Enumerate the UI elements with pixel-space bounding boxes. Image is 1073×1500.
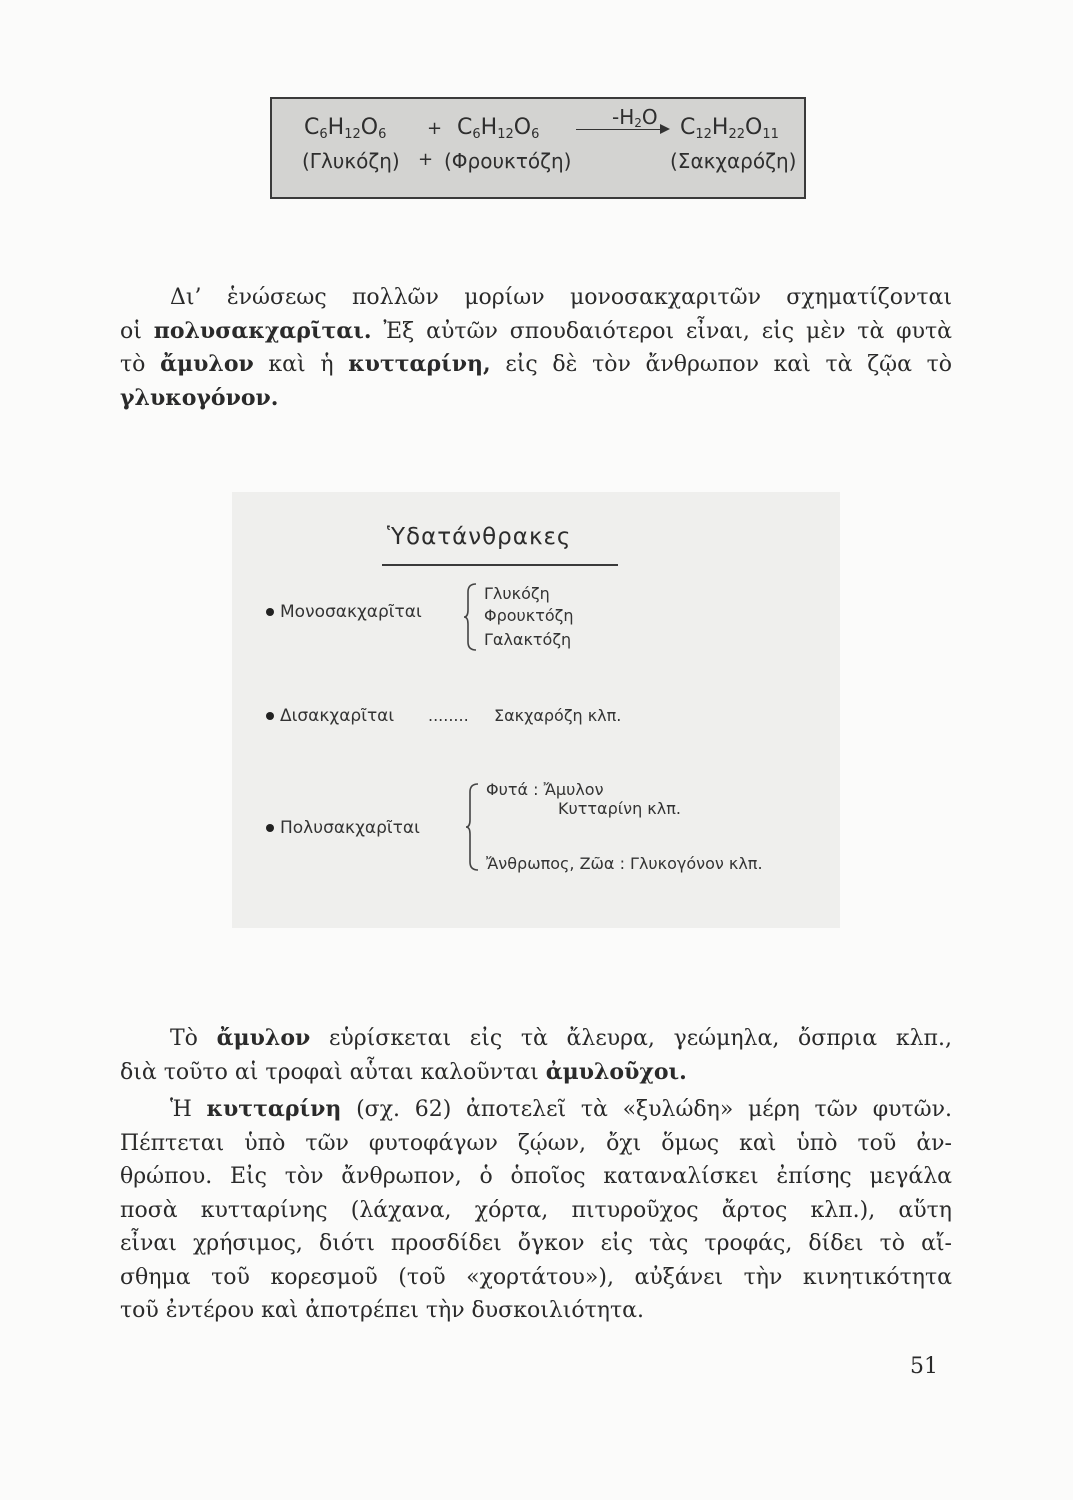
polysaccharides-label: Πολυσακχαρῖται [266,818,420,838]
fructose-name: (Φρουκτόζη) [444,149,572,173]
sucrose-formation-equation-box [270,97,806,199]
bullet-icon [266,712,274,720]
p3-line-6: σθημα τοῦ κορεσμοῦ (τοῦ «χορτάτου»), αὐξάνει τὴν κινητικότητα [120,1264,952,1290]
page-number: 51 [910,1354,938,1379]
p3-line-2: Πέπτεται ὑπὸ τῶν φυτοφάγων ζῴων, ὄχι ὅμως καὶ ὑπὸ τοῦ ἀν- [120,1130,952,1156]
p3-line-7: τοῦ ἐντέρου καὶ ἀποτρέπει τὴν δυσκοιλιότητα. [120,1298,645,1323]
disaccharides-label: Δισακχαρῖται [266,706,394,726]
paragraph-cellulose [120,1093,952,1328]
p2-line-1: Τὸ ἄμυλον εὑρίσκεται εἰς τὰ ἄλευρα, γεώμηλα, ὄσπρια κλπ., [170,1025,952,1051]
title-underline [382,564,618,566]
cellulose-item: Κυτταρίνη κλπ. [558,799,681,818]
p2-line-2: διὰ τοῦτο αἱ τροφαὶ αὗται καλοῦνται ἀμυλοῦχοι. [120,1058,687,1085]
paragraph-starch [120,1022,952,1089]
glucose-name: (Γλυκόζη) [302,149,400,173]
galactose-item: Γαλακτόζη [484,630,572,649]
p3-line-1: Ἡ κυτταρίνη (σχ. 62) ἀποτελεῖ τὰ «ξυλώδη» μέρη τῶν φυτῶν. [170,1096,952,1122]
plus-sign: + [427,118,443,139]
sucrose-formula: $C_{12}H_{22}O_{11}$ [680,115,779,142]
bullet-icon [266,608,274,616]
arrow-line [576,129,662,130]
mono-brace-icon [464,582,478,652]
plants-item: Φυτά : Ἄμυλον [486,780,604,799]
p3-line-3: θρώπου. Εἰς τὸν ἄνθρωπον, ὁ ὁποῖος καταναλίσκει ἐπίσης μεγάλα [120,1164,952,1189]
fructose-formula: $C_6H_{12}O_6$ [457,115,540,142]
water-loss-label: $-H_2O$ [612,105,658,130]
p1-line-1: Δι’ ἑνώσεως πολλῶν μορίων μονοσακχαριτῶν σχηματίζονται [170,285,952,310]
monosaccharides-label: Μονοσακχαρῖται [266,602,422,622]
arrow-head-icon [660,124,670,134]
animals-item: Ἄνθρωπος, Ζῶα : Γλυκογόνον κλπ. [486,854,763,873]
plus-sign-names: + [418,149,434,170]
p3-line-5: εἶναι χρήσιμος, διότι προσδίδει ὄγκον εἰς τὰς τροφάς, δίδει τὸ αἴ- [120,1231,952,1256]
sucrose-name: (Σακχαρόζη) [670,149,797,173]
disaccharides-dots: ........ [428,706,469,725]
sucrose-item: Σακχαρόζη κλπ. [494,706,622,725]
fructose-item: Φρουκτόζη [484,606,574,625]
glucose-item: Γλυκόζη [484,584,550,603]
p1-line-3: τὸ ἄμυλον καὶ ἡ κυτταρίνη, εἰς δὲ τὸν ἄνθρωπον καὶ τὰ ζῷα τὸ [120,351,952,377]
poly-brace-icon [466,782,480,872]
paragraph-polysaccharides [120,281,952,415]
glucose-formula: $C_6H_{12}O_6$ [304,115,387,142]
p1-line-2: οἱ πολυσακχαρῖται. Ἐξ αὐτῶν σπουδαιότεροι εἶναι, εἰς μὲν τὰ φυτὰ [120,317,952,344]
p3-line-4: ποσὰ κυτταρίνης (λάχανα, χόρτα, πιτυροῦχος ἄρτος κλπ.), αὕτη [120,1197,952,1223]
p1-line-4: γλυκογόνον. [120,384,279,411]
diagram-title: Ὑδατάνθρακες [387,524,572,550]
carbohydrates-classification-diagram [232,492,840,928]
bullet-icon [266,824,274,832]
